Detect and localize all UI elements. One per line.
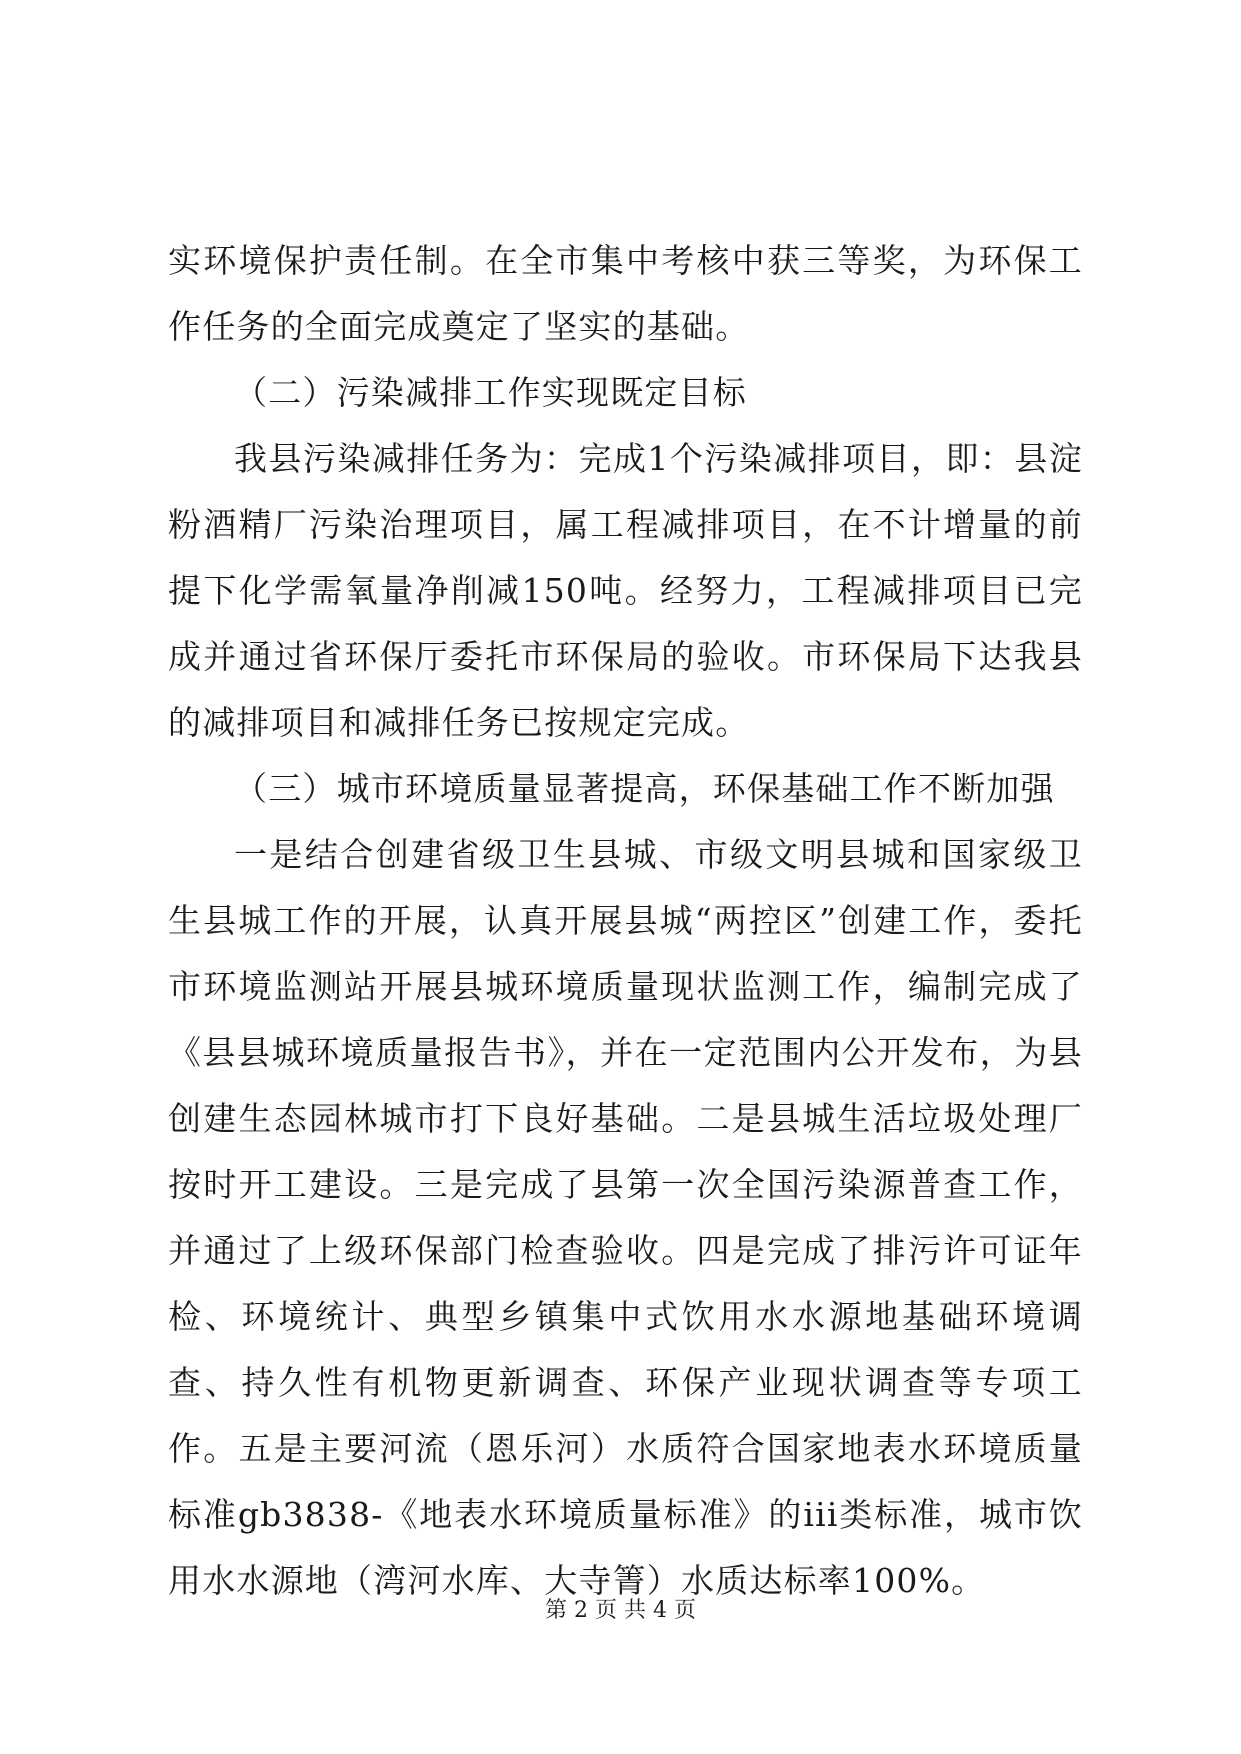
section-heading-3: （三）城市环境质量显著提高，环保基础工作不断加强 xyxy=(234,769,1055,808)
paragraph-continuation: 实环境保护责任制。在全市集中考核中获三等奖，为环保工作任务的全面完成奠定了坚实的基础。 xyxy=(168,241,1083,346)
paragraph-environment-quality: 一是结合创建省级卫生县城、市级文明县城和国家级卫生县城工作的开展，认真开展县城“两控区”创建工作，委托市环境监测站开展县城环境质量现状监测工作，编制完成了《县县城环境质量报告书》，并在一定范围内公开发布，为县创建生态园林城市打下良好基础。二是县城生活垃圾处理厂按时开工建设。三是完成了县第一次全国污染源普查工作，并通过了上级环保部门检查验收。四是完成了排污许可证年检、环境统计、典型乡镇集中式饮用水水源地基础环境调查、持久性有机物更新调查、环保产业现状调查等专项工作。五是主要河流（恩乐河）水质符合国家地表水环境质量标准gb3838-《地表水环境质量标准》的iii类标准，城市饮用水水源地（湾河水库、大寺箐）水质达标率100%。 xyxy=(168,835,1083,1600)
document-body xyxy=(168,228,1083,1614)
section-heading-2: （二）污染减排工作实现既定目标 xyxy=(234,373,747,412)
paragraph-emission-reduction: 我县污染减排任务为：完成1个污染减排项目，即：县淀粉酒精厂污染治理项目，属工程减排项目，在不计增量的前提下化学需氧量净削减150吨。经努力，工程减排项目已完成并通过省环保厅委托市环保局的验收。市环保局下达我县的减排项目和减排任务已按规定完成。 xyxy=(168,439,1083,742)
page-number-footer: 第 2 页 共 4 页 xyxy=(545,1598,696,1623)
